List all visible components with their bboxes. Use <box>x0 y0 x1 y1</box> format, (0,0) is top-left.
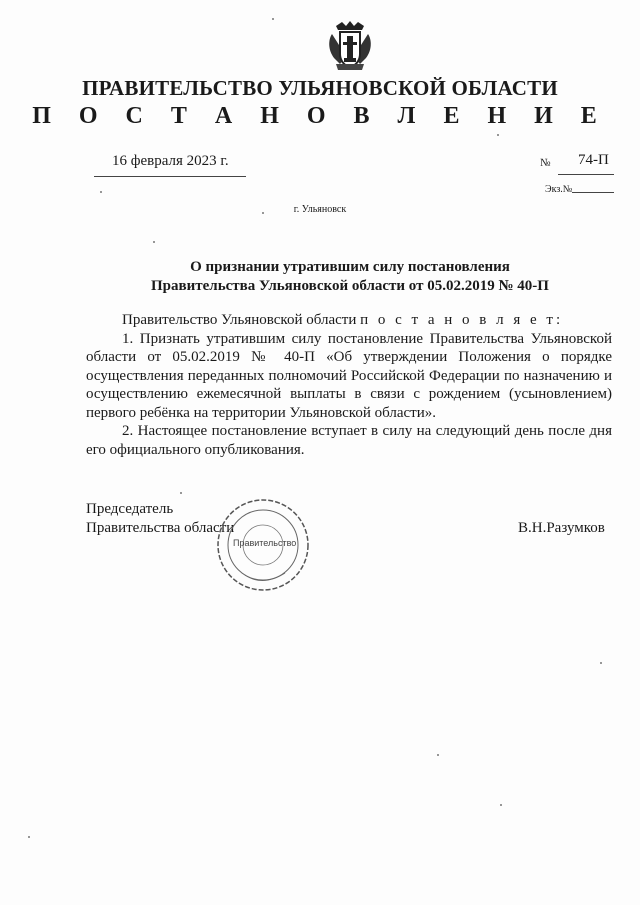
date-underline <box>94 176 246 177</box>
scan-speck <box>437 754 439 756</box>
signer-title-line-2: Правительства области <box>86 520 235 536</box>
issuing-authority: ПРАВИТЕЛЬСТВО УЛЬЯНОВСКОЙ ОБЛАСТИ <box>82 76 558 100</box>
document-body <box>86 311 612 459</box>
scan-speck <box>100 191 102 193</box>
copy-number-underline <box>572 192 614 193</box>
subject-line-1: О признании утратившим силу постановления <box>190 259 510 275</box>
copy-number-label: Экз.№ <box>545 184 573 195</box>
document-type-title: П О С Т А Н О В Л Е Н И Е <box>32 103 608 129</box>
scan-speck <box>180 492 182 494</box>
intro-paragraph <box>86 311 612 330</box>
document-date: 16 февраля 2023 г. <box>112 153 229 169</box>
subject-line-2: Правительства Ульяновской области от 05.02.2019 № 40-П <box>151 278 549 294</box>
coat-of-arms-icon <box>326 20 374 72</box>
scan-speck <box>272 18 274 20</box>
scan-speck <box>497 134 499 136</box>
document-subject <box>60 258 640 296</box>
scan-speck <box>153 241 155 243</box>
number-underline <box>558 174 614 175</box>
scan-speck <box>28 836 30 838</box>
signer-name: В.Н.Разумков <box>518 520 605 536</box>
paragraph-item-2: 2. Настоящее постановление вступает в силу на следующий день после дня его официального опубликования. <box>86 423 612 458</box>
stamp-label: Правительство <box>233 538 297 548</box>
signer-title-line-1: Председатель <box>86 501 174 517</box>
scan-speck <box>600 662 602 664</box>
intro-text: Правительство Ульяновской области <box>122 312 361 328</box>
document-number: 74-П <box>578 152 609 168</box>
paragraph-item-1: 1. Признать утратившим силу постановление Правительства Ульяновской области от 05.02.2019 № 40-П «Об утверждении Положения о порядке осуществления переданных полномочий Российской Федерации по назначению и осуществлению ежемесячной выплаты в связи с рождением (усыновлением) первого ребёнка на территории Ульяновской области». <box>86 330 612 421</box>
scan-speck <box>500 804 502 806</box>
scan-speck <box>262 212 264 214</box>
intro-decision-word: п о с т а н о в л я е т: <box>360 312 564 328</box>
city: г. Ульяновск <box>293 204 347 215</box>
number-label: № <box>540 157 551 169</box>
